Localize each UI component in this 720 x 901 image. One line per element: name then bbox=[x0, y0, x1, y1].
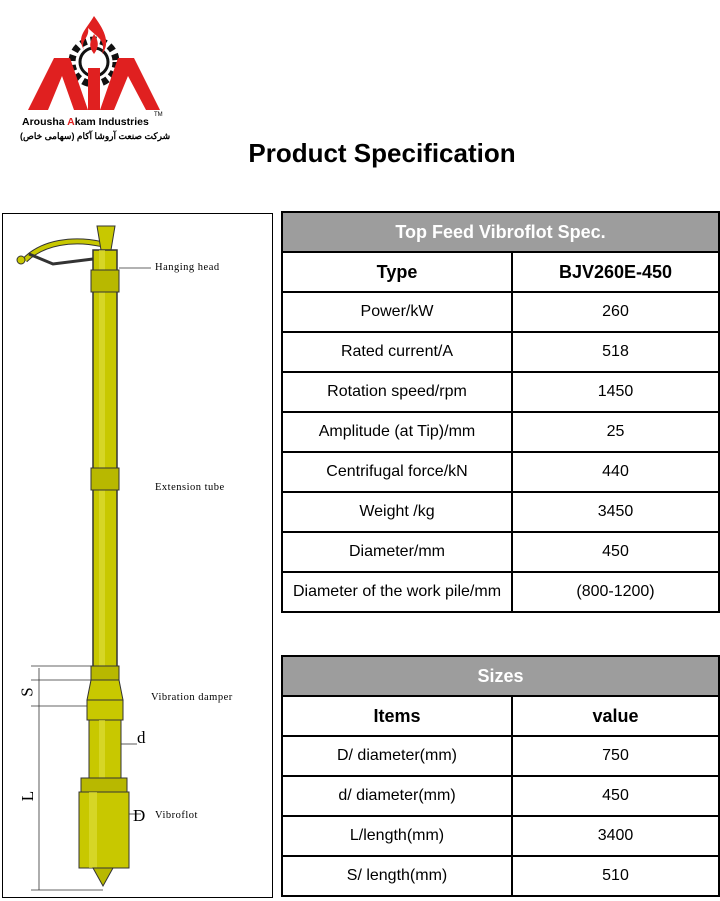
spec-value: 260 bbox=[512, 292, 719, 332]
spec-table-header bbox=[282, 252, 719, 292]
spec-key: Weight /kg bbox=[282, 492, 512, 532]
spec-key: Diameter of the work pile/mm bbox=[282, 572, 512, 612]
label-vibration-damper: Vibration damper bbox=[151, 692, 233, 703]
spec-key: Rotation speed/rpm bbox=[282, 372, 512, 412]
spec-col-model: BJV260E-450 bbox=[512, 252, 719, 292]
label-vibroflot: Vibroflot bbox=[155, 810, 198, 821]
sizes-table bbox=[281, 655, 720, 897]
sizes-col-value: value bbox=[512, 696, 719, 736]
spec-value: 518 bbox=[512, 332, 719, 372]
size-value: 3400 bbox=[512, 816, 719, 856]
table-row bbox=[282, 816, 719, 856]
size-key: D/ diameter(mm) bbox=[282, 736, 512, 776]
size-value: 450 bbox=[512, 776, 719, 816]
label-extension-tube: Extension tube bbox=[155, 482, 225, 493]
dim-d-small: d bbox=[137, 728, 146, 747]
spec-table-title-row bbox=[282, 212, 719, 252]
sizes-table-title-row bbox=[282, 656, 719, 696]
table-row bbox=[282, 372, 719, 412]
table-row bbox=[282, 532, 719, 572]
spec-table bbox=[281, 211, 720, 613]
size-key: d/ diameter(mm) bbox=[282, 776, 512, 816]
company-name-en: Arousha Akam Industries bbox=[22, 116, 149, 128]
dim-l: L bbox=[18, 790, 38, 802]
table-row bbox=[282, 492, 719, 532]
spec-key: Power/kW bbox=[282, 292, 512, 332]
table-row bbox=[282, 412, 719, 452]
spec-value: (800-1200) bbox=[512, 572, 719, 612]
table-row bbox=[282, 452, 719, 492]
table-row bbox=[282, 736, 719, 776]
page-title: Product Specification bbox=[248, 138, 516, 168]
size-value: 750 bbox=[512, 736, 719, 776]
trademark: TM bbox=[154, 112, 163, 118]
size-key: S/ length(mm) bbox=[282, 856, 512, 896]
dim-d-big: D bbox=[133, 806, 146, 825]
spec-value: 450 bbox=[512, 532, 719, 572]
label-hanging-head: Hanging head bbox=[155, 262, 220, 273]
vibroflot-drawing bbox=[2, 213, 273, 898]
table-row bbox=[282, 856, 719, 896]
dim-s: S bbox=[17, 687, 37, 697]
logo-mark-icon bbox=[14, 10, 174, 120]
spec-key: Amplitude (at Tip)/mm bbox=[282, 412, 512, 452]
size-value: 510 bbox=[512, 856, 719, 896]
table-row bbox=[282, 332, 719, 372]
sizes-col-items: Items bbox=[282, 696, 512, 736]
spec-value: 1450 bbox=[512, 372, 719, 412]
sizes-table-title: Sizes bbox=[282, 656, 719, 696]
spec-col-type: Type bbox=[282, 252, 512, 292]
spec-key: Rated current/A bbox=[282, 332, 512, 372]
table-row bbox=[282, 572, 719, 612]
spec-value: 25 bbox=[512, 412, 719, 452]
vibroflot-illustration bbox=[3, 214, 271, 896]
table-row bbox=[282, 776, 719, 816]
company-name-fa: شرکت صنعت آروشا آکام (سهامی خاص) bbox=[20, 131, 171, 141]
spec-value: 440 bbox=[512, 452, 719, 492]
spec-table-title: Top Feed Vibroflot Spec. bbox=[282, 212, 719, 252]
sizes-table-header bbox=[282, 696, 719, 736]
company-logo bbox=[14, 10, 174, 150]
spec-key: Diameter/mm bbox=[282, 532, 512, 572]
spec-key: Centrifugal force/kN bbox=[282, 452, 512, 492]
spec-value: 3450 bbox=[512, 492, 719, 532]
table-row bbox=[282, 292, 719, 332]
size-key: L/length(mm) bbox=[282, 816, 512, 856]
